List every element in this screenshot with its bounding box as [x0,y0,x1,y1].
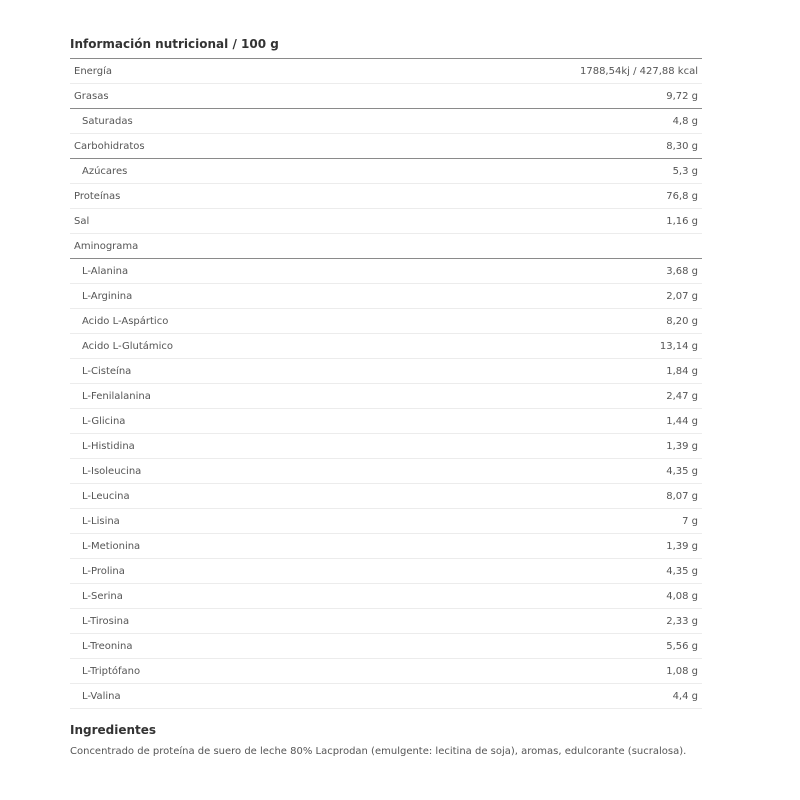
row-label: L-Alanina [82,265,129,277]
row-value: 7 g [682,515,698,527]
row-aminograma [70,234,702,259]
row-value: 5,3 g [672,165,698,177]
row-value: 1788,54kj / 427,88 kcal [579,65,698,77]
nutrition-section [70,30,702,761]
row-label: L-Glicina [82,415,126,427]
row-energia [70,59,702,84]
row-acido-l-aspartico [70,309,702,334]
row-value: 4,4 g [672,690,698,702]
row-l-histidina [70,434,702,459]
row-value: 4,35 g [666,465,698,477]
row-label: L-Histidina [82,440,135,452]
row-azucares [70,159,702,184]
row-l-fenilalanina [70,384,702,409]
row-label: L-Serina [82,590,123,602]
row-l-glicina [70,409,702,434]
row-l-triptofano [70,659,702,684]
row-label: Carbohidratos [74,140,145,152]
row-label: L-Leucina [82,490,130,502]
row-l-treonina [70,634,702,659]
row-value: 1,84 g [666,365,698,377]
row-label: Acido L-Aspártico [82,315,169,327]
row-label: L-Tirosina [82,615,130,627]
row-value: 1,08 g [666,665,698,677]
row-label: Saturadas [82,115,133,127]
row-l-isoleucina [70,459,702,484]
row-l-leucina [70,484,702,509]
row-value: 1,39 g [666,540,698,552]
row-sal [70,209,702,234]
row-value: 1,39 g [666,440,698,452]
row-value: 76,8 g [666,190,698,202]
row-acido-l-glutamico [70,334,702,359]
row-l-valina [70,684,702,709]
row-value: 2,47 g [666,390,698,402]
ingredients-text: Concentrado de proteína de suero de leche 80% Lacprodan (emulgente: lecitina de soja), aromas, edulcorante (sucralosa). [70,746,687,757]
row-value: 1,16 g [666,215,698,227]
row-l-metionina [70,534,702,559]
row-label: Grasas [74,90,109,102]
row-value: 2,07 g [666,290,698,302]
row-value: 8,07 g [666,490,698,502]
row-l-prolina [70,559,702,584]
row-label: L-Treonina [82,640,133,652]
row-l-tirosina [70,609,702,634]
row-value: 8,20 g [666,315,698,327]
row-label: Acido L-Glutámico [82,340,174,352]
row-value: 4,8 g [672,115,698,127]
row-label: L-Fenilalanina [82,390,151,402]
row-label: Azúcares [82,165,128,177]
row-value: 3,68 g [666,265,698,277]
row-value: 4,35 g [666,565,698,577]
row-l-cisteina [70,359,702,384]
row-carbohidratos [70,134,702,159]
row-saturadas [70,109,702,134]
row-value: 9,72 g [666,90,698,102]
row-label: Energía [74,65,112,77]
row-label: L-Isoleucina [82,465,142,477]
row-label: L-Cisteína [82,365,132,377]
row-value: 8,30 g [666,140,698,152]
nutrition-table [70,58,702,709]
row-label: Sal [74,215,90,227]
row-l-arginina [70,284,702,309]
ingredients-title: Ingredientes [70,723,157,737]
row-l-serina [70,584,702,609]
row-label: L-Metionina [82,540,141,552]
row-l-alanina [70,259,702,284]
row-value: 1,44 g [666,415,698,427]
row-value: 2,33 g [666,615,698,627]
row-label: L-Lisina [82,515,120,527]
row-label: L-Valina [82,690,121,702]
row-label: L-Prolina [82,565,125,577]
row-value: 13,14 g [659,340,698,352]
row-l-lisina [70,509,702,534]
row-label: Proteínas [74,190,121,202]
row-label: L-Triptófano [82,665,141,677]
row-label: Aminograma [74,240,139,252]
row-value: 4,08 g [666,590,698,602]
row-label: L-Arginina [82,290,133,302]
row-proteinas [70,184,702,209]
row-value: 5,56 g [666,640,698,652]
row-grasas [70,84,702,109]
nutrition-title: Información nutricional / 100 g [70,37,279,51]
